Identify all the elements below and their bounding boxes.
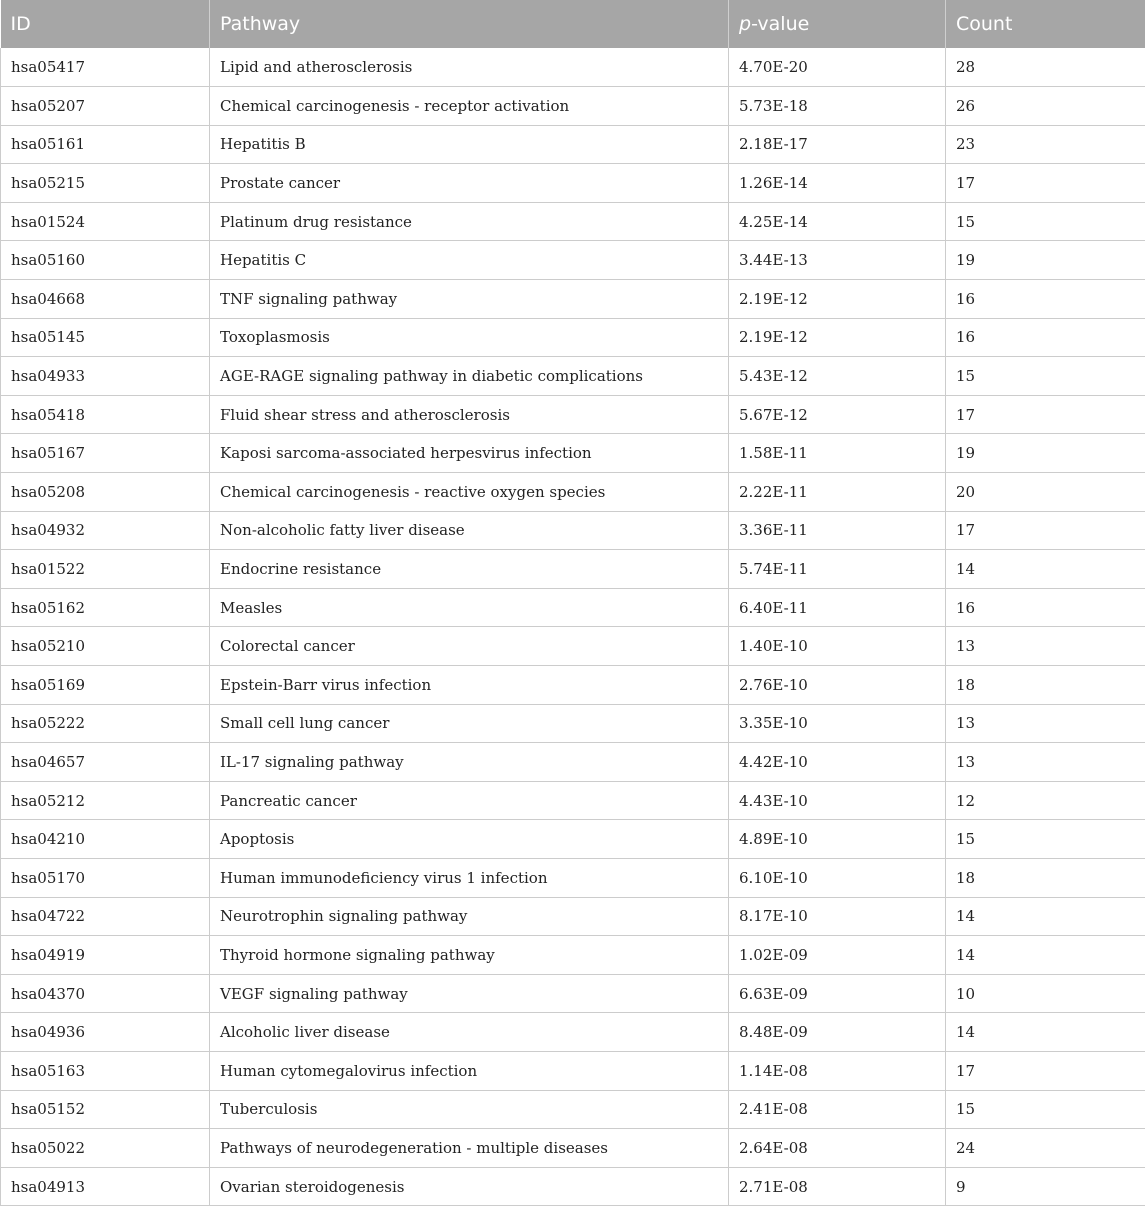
table-row — [1, 202, 1145, 241]
cell-id: hsa05167 — [1, 434, 210, 473]
cell-pvalue: 2.19E-12 — [729, 318, 946, 357]
cell-count: 13 — [946, 627, 1145, 666]
table-row — [1, 164, 1145, 203]
cell-count: 19 — [946, 241, 1145, 280]
cell-pathway: Prostate cancer — [210, 164, 729, 203]
cell-pvalue: 1.26E-14 — [729, 164, 946, 203]
cell-pathway: Chemical carcinogenesis - receptor activation — [210, 87, 729, 126]
cell-count: 16 — [946, 588, 1145, 627]
cell-pathway: TNF signaling pathway — [210, 280, 729, 319]
cell-pathway: Chemical carcinogenesis - reactive oxygen species — [210, 473, 729, 512]
cell-id: hsa04919 — [1, 936, 210, 975]
cell-pathway: Measles — [210, 588, 729, 627]
cell-id: hsa05145 — [1, 318, 210, 357]
cell-id: hsa05162 — [1, 588, 210, 627]
cell-pvalue: 6.40E-11 — [729, 588, 946, 627]
cell-pvalue: 1.40E-10 — [729, 627, 946, 666]
cell-pathway: Kaposi sarcoma-associated herpesvirus infection — [210, 434, 729, 473]
cell-id: hsa04936 — [1, 1013, 210, 1052]
cell-count: 17 — [946, 1051, 1145, 1090]
cell-id: hsa05417 — [1, 48, 210, 87]
cell-pathway: Toxoplasmosis — [210, 318, 729, 357]
cell-count: 18 — [946, 666, 1145, 705]
table-row — [1, 48, 1145, 87]
cell-pvalue: 2.18E-17 — [729, 125, 946, 164]
cell-pvalue: 2.22E-11 — [729, 473, 946, 512]
cell-id: hsa04370 — [1, 974, 210, 1013]
cell-pathway: Non-alcoholic fatty liver disease — [210, 511, 729, 550]
cell-pvalue: 2.76E-10 — [729, 666, 946, 705]
table-row — [1, 473, 1145, 512]
cell-pvalue: 3.35E-10 — [729, 704, 946, 743]
cell-count: 15 — [946, 202, 1145, 241]
cell-pvalue: 5.67E-12 — [729, 395, 946, 434]
cell-pvalue: 6.10E-10 — [729, 858, 946, 897]
cell-id: hsa05163 — [1, 1051, 210, 1090]
cell-id: hsa04932 — [1, 511, 210, 550]
cell-id: hsa05169 — [1, 666, 210, 705]
cell-pvalue: 8.17E-10 — [729, 897, 946, 936]
cell-count: 9 — [946, 1167, 1145, 1206]
table-row — [1, 974, 1145, 1013]
cell-pathway: IL-17 signaling pathway — [210, 743, 729, 782]
cell-count: 24 — [946, 1129, 1145, 1168]
cell-pvalue: 5.43E-12 — [729, 357, 946, 396]
cell-count: 14 — [946, 936, 1145, 975]
cell-pathway: Alcoholic liver disease — [210, 1013, 729, 1052]
cell-count: 12 — [946, 781, 1145, 820]
cell-id: hsa04657 — [1, 743, 210, 782]
cell-pathway: Pancreatic cancer — [210, 781, 729, 820]
table-row — [1, 781, 1145, 820]
cell-pvalue: 1.02E-09 — [729, 936, 946, 975]
table-row — [1, 318, 1145, 357]
table-row — [1, 1090, 1145, 1129]
cell-id: hsa05418 — [1, 395, 210, 434]
cell-count: 14 — [946, 550, 1145, 589]
cell-id: hsa05210 — [1, 627, 210, 666]
table-row — [1, 1129, 1145, 1168]
cell-pathway: Human cytomegalovirus infection — [210, 1051, 729, 1090]
table-row — [1, 125, 1145, 164]
cell-pathway: Colorectal cancer — [210, 627, 729, 666]
cell-pathway: Hepatitis C — [210, 241, 729, 280]
cell-pvalue: 6.63E-09 — [729, 974, 946, 1013]
table-row — [1, 820, 1145, 859]
cell-id: hsa05212 — [1, 781, 210, 820]
cell-id: hsa05152 — [1, 1090, 210, 1129]
table-row — [1, 550, 1145, 589]
cell-id: hsa04933 — [1, 357, 210, 396]
cell-pathway: AGE-RAGE signaling pathway in diabetic complications — [210, 357, 729, 396]
cell-count: 13 — [946, 704, 1145, 743]
cell-pathway: Tuberculosis — [210, 1090, 729, 1129]
cell-count: 14 — [946, 897, 1145, 936]
cell-id: hsa04210 — [1, 820, 210, 859]
cell-count: 28 — [946, 48, 1145, 87]
header-pvalue — [729, 0, 946, 48]
cell-pvalue: 1.58E-11 — [729, 434, 946, 473]
cell-count: 17 — [946, 395, 1145, 434]
table-row — [1, 241, 1145, 280]
cell-id: hsa05207 — [1, 87, 210, 126]
header-pvalue-p: p — [739, 13, 751, 35]
cell-pvalue: 8.48E-09 — [729, 1013, 946, 1052]
cell-pvalue: 4.42E-10 — [729, 743, 946, 782]
cell-count: 17 — [946, 511, 1145, 550]
table-header — [1, 0, 1145, 48]
cell-pvalue: 2.64E-08 — [729, 1129, 946, 1168]
cell-count: 13 — [946, 743, 1145, 782]
cell-id: hsa05160 — [1, 241, 210, 280]
header-pvalue-suffix: -value — [751, 13, 809, 35]
cell-pathway: Lipid and atherosclerosis — [210, 48, 729, 87]
cell-count: 26 — [946, 87, 1145, 126]
header-row — [1, 0, 1145, 48]
table-row — [1, 627, 1145, 666]
cell-pvalue: 3.44E-13 — [729, 241, 946, 280]
cell-id: hsa05215 — [1, 164, 210, 203]
cell-pvalue: 4.89E-10 — [729, 820, 946, 859]
cell-id: hsa04722 — [1, 897, 210, 936]
cell-pathway: Ovarian steroidogenesis — [210, 1167, 729, 1206]
cell-id: hsa05208 — [1, 473, 210, 512]
cell-count: 18 — [946, 858, 1145, 897]
cell-count: 16 — [946, 318, 1145, 357]
table-row — [1, 743, 1145, 782]
cell-id: hsa05170 — [1, 858, 210, 897]
table-body — [1, 48, 1145, 1206]
table-row — [1, 1013, 1145, 1052]
cell-count: 15 — [946, 1090, 1145, 1129]
cell-pvalue: 5.73E-18 — [729, 87, 946, 126]
cell-pathway: Apoptosis — [210, 820, 729, 859]
cell-count: 15 — [946, 357, 1145, 396]
cell-id: hsa05222 — [1, 704, 210, 743]
cell-pathway: Pathways of neurodegeneration - multiple diseases — [210, 1129, 729, 1168]
cell-pvalue: 3.36E-11 — [729, 511, 946, 550]
header-id: ID — [1, 0, 210, 48]
cell-count: 23 — [946, 125, 1145, 164]
cell-pathway: VEGF signaling pathway — [210, 974, 729, 1013]
table-row — [1, 666, 1145, 705]
table-row — [1, 936, 1145, 975]
cell-pvalue: 2.71E-08 — [729, 1167, 946, 1206]
cell-pvalue: 4.25E-14 — [729, 202, 946, 241]
cell-count: 16 — [946, 280, 1145, 319]
cell-pathway: Human immunodeficiency virus 1 infection — [210, 858, 729, 897]
cell-pvalue: 1.14E-08 — [729, 1051, 946, 1090]
cell-id: hsa01524 — [1, 202, 210, 241]
cell-count: 15 — [946, 820, 1145, 859]
cell-pvalue: 5.74E-11 — [729, 550, 946, 589]
table-row — [1, 1167, 1145, 1206]
cell-count: 19 — [946, 434, 1145, 473]
table-row — [1, 858, 1145, 897]
cell-pvalue: 2.19E-12 — [729, 280, 946, 319]
table-row — [1, 897, 1145, 936]
cell-pathway: Small cell lung cancer — [210, 704, 729, 743]
table-row — [1, 395, 1145, 434]
header-count: Count — [946, 0, 1145, 48]
cell-pathway: Neurotrophin signaling pathway — [210, 897, 729, 936]
table-row — [1, 1051, 1145, 1090]
cell-id: hsa04913 — [1, 1167, 210, 1206]
table-row — [1, 280, 1145, 319]
cell-pvalue: 4.70E-20 — [729, 48, 946, 87]
cell-id: hsa05022 — [1, 1129, 210, 1168]
cell-count: 14 — [946, 1013, 1145, 1052]
cell-id: hsa01522 — [1, 550, 210, 589]
cell-pvalue: 4.43E-10 — [729, 781, 946, 820]
cell-count: 20 — [946, 473, 1145, 512]
cell-pvalue: 2.41E-08 — [729, 1090, 946, 1129]
cell-pathway: Endocrine resistance — [210, 550, 729, 589]
header-pathway: Pathway — [210, 0, 729, 48]
cell-count: 17 — [946, 164, 1145, 203]
table-row — [1, 511, 1145, 550]
table-row — [1, 434, 1145, 473]
table-row — [1, 704, 1145, 743]
cell-pathway: Epstein-Barr virus infection — [210, 666, 729, 705]
table-row — [1, 87, 1145, 126]
cell-pathway: Hepatitis B — [210, 125, 729, 164]
table-row — [1, 588, 1145, 627]
cell-pathway: Thyroid hormone signaling pathway — [210, 936, 729, 975]
cell-id: hsa05161 — [1, 125, 210, 164]
cell-id: hsa04668 — [1, 280, 210, 319]
cell-count: 10 — [946, 974, 1145, 1013]
table-row — [1, 357, 1145, 396]
cell-pathway: Fluid shear stress and atherosclerosis — [210, 395, 729, 434]
cell-pathway: Platinum drug resistance — [210, 202, 729, 241]
